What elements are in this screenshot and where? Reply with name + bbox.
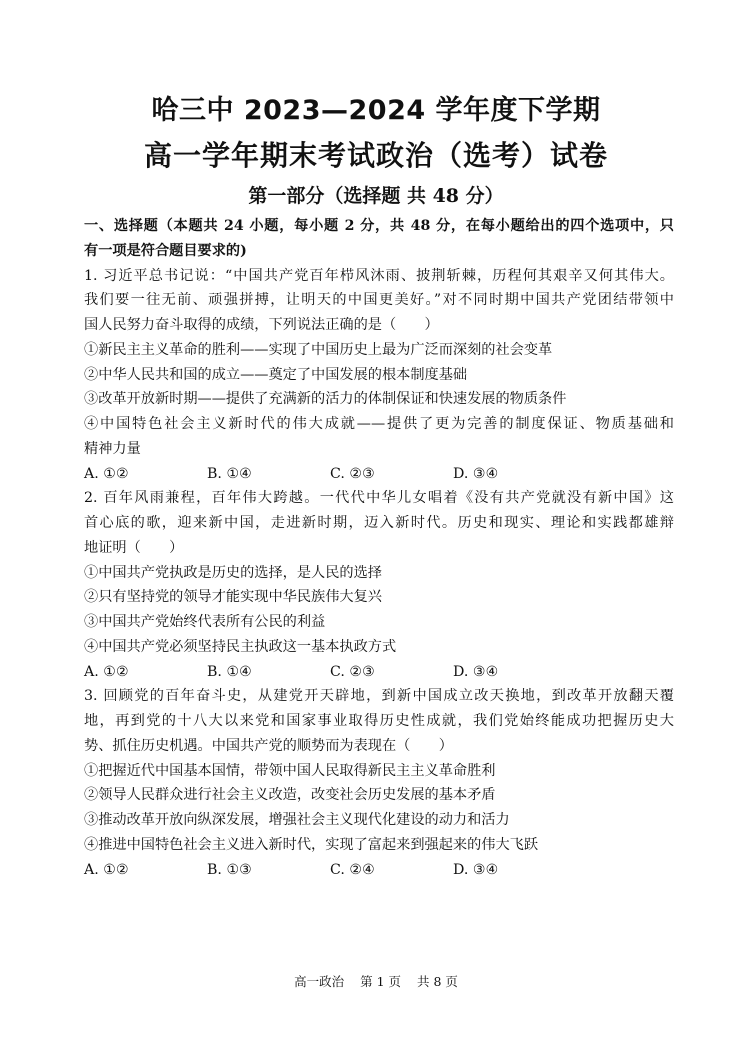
question-stem-line: 国人民努力奋斗取得的成绩，下列说法正确的是（ ）	[84, 317, 439, 333]
answer-options	[84, 462, 674, 487]
option-b: B. ①③	[207, 861, 252, 878]
part-subtitle: 第一部分（选择题 共 48 分）	[248, 185, 504, 207]
option-d: D. ③④	[453, 861, 499, 878]
question-item: ②领导人民群众进行社会主义改造，改变社会历史发展的基本矛盾	[84, 787, 496, 804]
question-stem-line: 势、抓住历史机遇。中国共产党的顺势而为表现在（ ）	[84, 737, 453, 754]
option-c: C. ②③	[330, 663, 375, 680]
option-a: A. ①②	[84, 663, 129, 680]
option-c: C. ②④	[330, 861, 375, 878]
question-item: ②只有坚持党的领导才能实现中华民族伟大复兴	[84, 589, 382, 606]
question-item: ①新民主主义革命的胜利——实现了中国历史上最为广泛而深刻的社会变革	[84, 341, 553, 358]
question-item: ①中国共产党执政是历史的选择，是人民的选择	[84, 564, 382, 581]
exam-title-line1: 哈三中 2023—2024 学年度下学期	[151, 95, 601, 126]
question-stem-line: 我们要一往无前、顽强拼搏，让明天的中国更美好。”对不同时期中国共产党团结带领中	[84, 292, 674, 309]
option-a: A. ①②	[84, 465, 129, 482]
question-stem-line: 首心底的歌，迎来新中国，走进新时期，迈入新时代。历史和现实、理论和实践都雄辩	[84, 515, 674, 531]
exam-title-line2: 高一学年期末考试政治（选考）试卷	[143, 139, 608, 172]
question-1	[84, 264, 674, 487]
page-footer	[0, 972, 752, 990]
question-item: 精神力量	[84, 440, 141, 457]
option-d: D. ③④	[453, 465, 499, 482]
exam-content	[84, 214, 674, 882]
footer-total-pages: 共 8 页	[416, 974, 458, 989]
option-b: B. ①④	[207, 465, 252, 482]
question-item: ①把握近代中国基本国情，带领中国人民取得新民主主义革命胜利	[84, 762, 496, 779]
question-item: ③推动改革开放向纵深发展，增强社会主义现代化建设的动力和活力	[84, 812, 510, 828]
question-item: ③改革开放新时期——提供了充满新的活力的体制保证和快速发展的物质条件	[84, 391, 567, 408]
question-3	[84, 684, 674, 882]
question-item: ④推进中国特色社会主义进入新时代，实现了富起来到强起来的伟大飞跃	[84, 836, 539, 853]
answer-options	[84, 660, 674, 685]
question-item: ④中国共产党必须坚持民主执政这一基本执政方式	[84, 638, 397, 655]
question-stem-line: 1. 习近平总书记说：“中国共产党百年栉风沐雨、披荆斩棘，历程何其艰辛又何其伟大。	[84, 267, 674, 284]
question-stem-line: 3. 回顾党的百年奋斗史，从建党开天辟地，到新中国成立改天换地，到改革开放翻天覆	[84, 688, 674, 705]
section-heading-line2: 有一项是符合题目要求的)	[84, 242, 247, 259]
answer-options	[84, 858, 674, 883]
footer-subject: 高一政治	[294, 974, 345, 989]
question-stem-line: 2. 百年风雨兼程，百年伟大跨越。一代代中华儿女唱着《没有共产党就没有新中国》这	[84, 490, 674, 507]
option-c: C. ②③	[330, 465, 375, 482]
option-d: D. ③④	[453, 663, 499, 680]
section-heading-line1: 一、选择题（本题共 24 小题，每小题 2 分，共 48 分，在每小题给出的四个选项中，只	[84, 218, 674, 234]
question-item: ②中华人民共和国的成立——奠定了中国发展的根本制度基础	[84, 366, 468, 383]
footer-page-number: 第 1 页	[360, 974, 401, 989]
question-item: ③中国共产党始终代表所有公民的利益	[84, 614, 326, 630]
option-a: A. ①②	[84, 861, 129, 878]
question-item: ④中国特色社会主义新时代的伟大成就——提供了更为完善的制度保证、物质基础和	[84, 416, 674, 432]
question-stem-line: 地证明（ ）	[84, 539, 184, 556]
question-stem-line: 地，再到党的十八大以来党和国家事业取得历史性成就，我们党始终能成功把握历史大	[84, 713, 674, 729]
option-b: B. ①④	[207, 663, 252, 680]
question-2	[84, 486, 674, 684]
